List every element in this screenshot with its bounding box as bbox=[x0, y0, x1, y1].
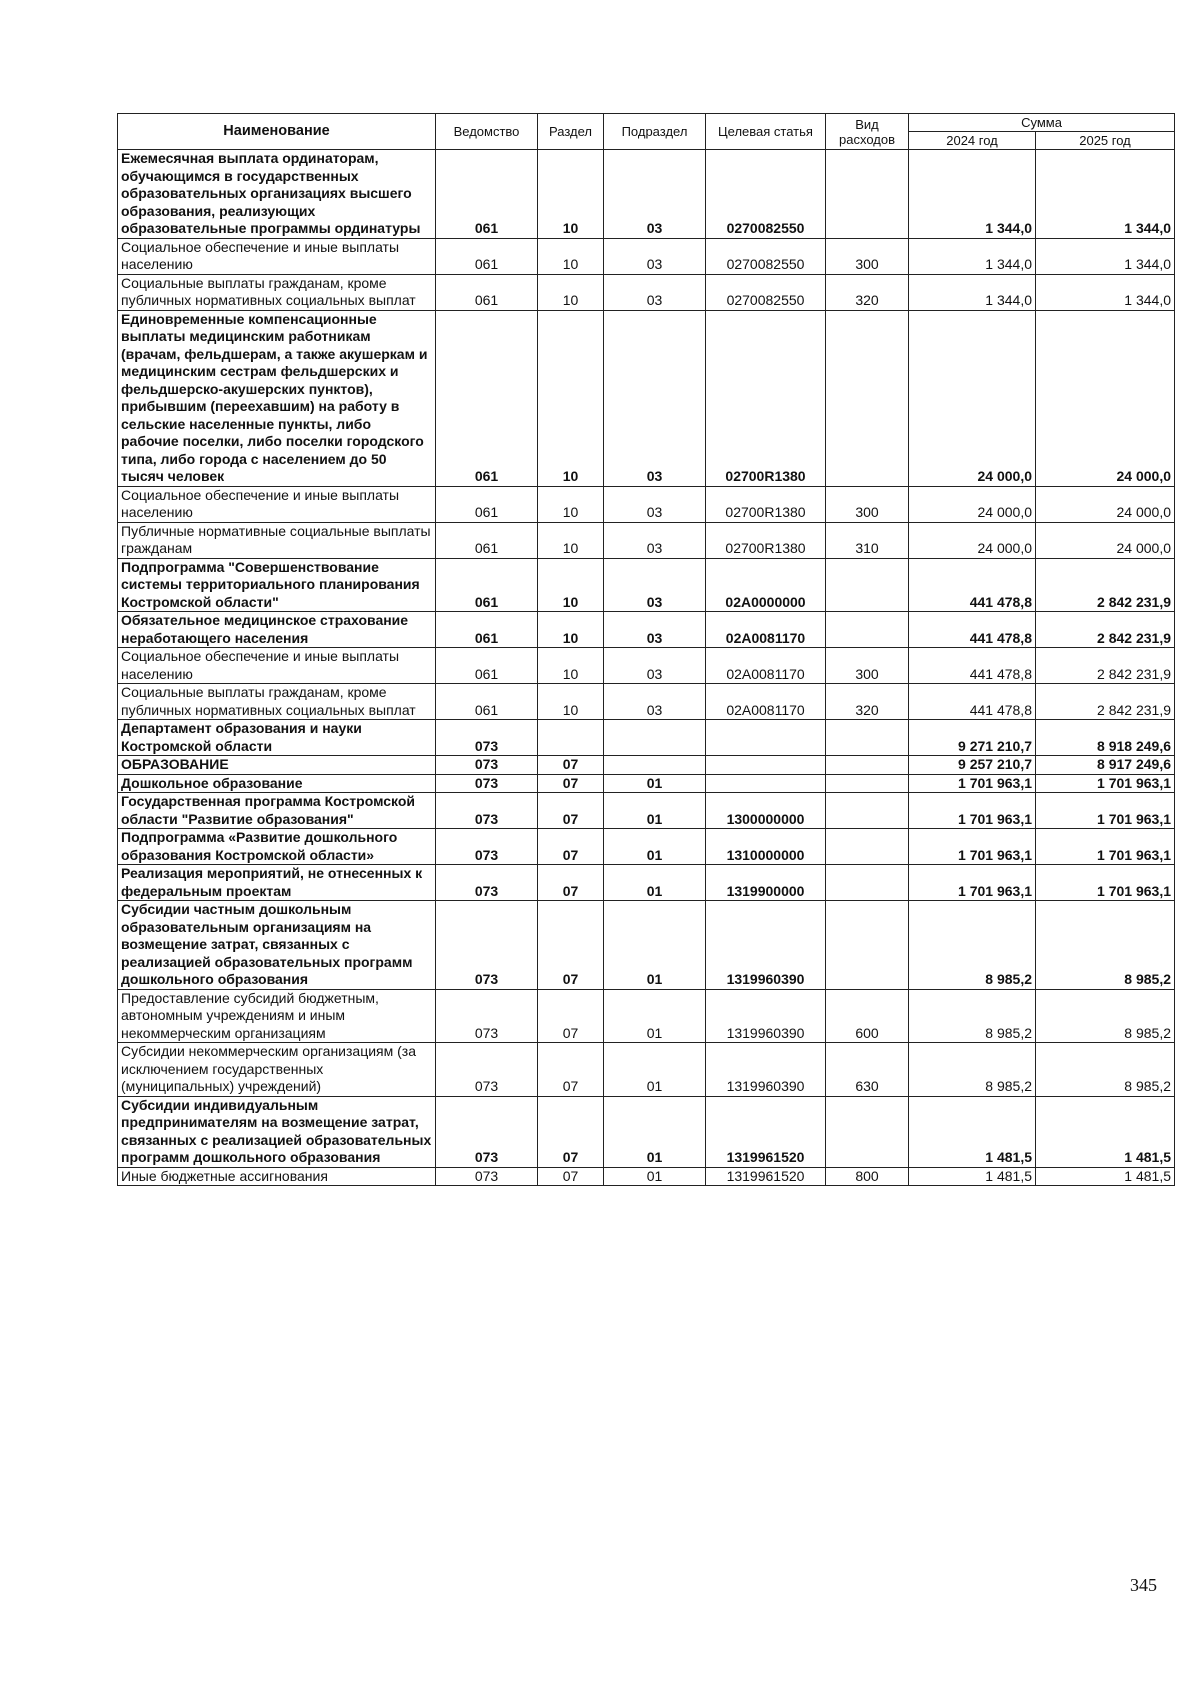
cell-podrazdel: 01 bbox=[604, 774, 706, 793]
header-2025: 2025 год bbox=[1036, 132, 1175, 150]
cell-target: 0270082550 bbox=[706, 238, 826, 274]
cell-name: Дошкольное образование bbox=[118, 774, 436, 793]
cell-vedomstvo: 073 bbox=[436, 720, 538, 756]
page-number: 345 bbox=[1130, 1575, 1157, 1595]
cell-2025: 1 701 963,1 bbox=[1036, 793, 1175, 829]
cell-name: Субсидии частным дошкольным образовательным организациям на возмещение затрат, связанных с реализацией образовательных программ дошкольного образования bbox=[118, 901, 436, 990]
cell-2024: 1 701 963,1 bbox=[909, 865, 1036, 901]
cell-2025: 24 000,0 bbox=[1036, 522, 1175, 558]
cell-2025: 24 000,0 bbox=[1036, 310, 1175, 486]
cell-vedomstvo: 073 bbox=[436, 829, 538, 865]
cell-target: 02А0081170 bbox=[706, 684, 826, 720]
cell-name: Единовременные компенсационные выплаты медицинским работникам (врачам, фельдшерам, а также акушеркам и медицинским сестрам фельдшерских и фельдшерско-акушерских пунктов), прибывшим (переехавшим) на работу в сельские населенные пункты, либо рабочие поселки, либо поселки городского типа, либо города с населением до 50 тысяч человек bbox=[118, 310, 436, 486]
cell-target bbox=[706, 774, 826, 793]
table-row bbox=[118, 310, 1175, 486]
cell-razdel: 10 bbox=[538, 274, 604, 310]
header-summa: Сумма bbox=[909, 114, 1175, 132]
cell-vid: 320 bbox=[826, 274, 909, 310]
cell-vid bbox=[826, 829, 909, 865]
cell-razdel: 07 bbox=[538, 793, 604, 829]
table-row bbox=[118, 720, 1175, 756]
cell-razdel: 07 bbox=[538, 865, 604, 901]
table-row bbox=[118, 989, 1175, 1043]
cell-2024: 8 985,2 bbox=[909, 901, 1036, 990]
cell-name: Иные бюджетные ассигнования bbox=[118, 1167, 436, 1186]
cell-razdel: 10 bbox=[538, 558, 604, 612]
cell-razdel: 10 bbox=[538, 310, 604, 486]
cell-podrazdel: 03 bbox=[604, 522, 706, 558]
cell-2025: 1 701 963,1 bbox=[1036, 774, 1175, 793]
cell-podrazdel: 01 bbox=[604, 829, 706, 865]
cell-2024: 441 478,8 bbox=[909, 684, 1036, 720]
cell-2025: 1 481,5 bbox=[1036, 1096, 1175, 1167]
cell-vedomstvo: 073 bbox=[436, 756, 538, 775]
cell-name: Подпрограмма «Развитие дошкольного образования Костромской области» bbox=[118, 829, 436, 865]
header-target: Целевая статья bbox=[706, 114, 826, 150]
cell-razdel: 07 bbox=[538, 1167, 604, 1186]
cell-razdel: 10 bbox=[538, 238, 604, 274]
header-podrazdel: Подраздел bbox=[604, 114, 706, 150]
cell-podrazdel: 03 bbox=[604, 150, 706, 239]
cell-2024: 1 344,0 bbox=[909, 238, 1036, 274]
cell-target: 02700R1380 bbox=[706, 310, 826, 486]
cell-target: 1319961520 bbox=[706, 1096, 826, 1167]
cell-vedomstvo: 061 bbox=[436, 612, 538, 648]
cell-2025: 1 344,0 bbox=[1036, 238, 1175, 274]
cell-target: 02А0000000 bbox=[706, 558, 826, 612]
cell-vid bbox=[826, 310, 909, 486]
cell-vid: 300 bbox=[826, 238, 909, 274]
cell-razdel: 10 bbox=[538, 522, 604, 558]
cell-target: 1310000000 bbox=[706, 829, 826, 865]
table-row bbox=[118, 684, 1175, 720]
cell-podrazdel: 03 bbox=[604, 684, 706, 720]
table-row bbox=[118, 756, 1175, 775]
cell-name: Субсидии индивидуальным предпринимателям на возмещение затрат, связанных с реализацией образовательных программ дошкольного образования bbox=[118, 1096, 436, 1167]
cell-vid: 320 bbox=[826, 684, 909, 720]
cell-2024: 1 701 963,1 bbox=[909, 793, 1036, 829]
cell-2025: 8 985,2 bbox=[1036, 1043, 1175, 1097]
cell-2025: 2 842 231,9 bbox=[1036, 612, 1175, 648]
cell-name: Предоставление субсидий бюджетным, автономным учреждениям и иным некоммерческим организациям bbox=[118, 989, 436, 1043]
cell-podrazdel: 01 bbox=[604, 793, 706, 829]
cell-vid bbox=[826, 774, 909, 793]
cell-2024: 1 701 963,1 bbox=[909, 774, 1036, 793]
budget-table bbox=[117, 113, 1175, 1186]
header-name: Наименование bbox=[118, 114, 436, 150]
cell-vid bbox=[826, 558, 909, 612]
cell-razdel: 10 bbox=[538, 684, 604, 720]
cell-podrazdel: 01 bbox=[604, 1167, 706, 1186]
cell-vid bbox=[826, 793, 909, 829]
cell-razdel: 10 bbox=[538, 612, 604, 648]
table-row bbox=[118, 865, 1175, 901]
cell-podrazdel: 03 bbox=[604, 310, 706, 486]
table-row bbox=[118, 238, 1175, 274]
cell-vid: 310 bbox=[826, 522, 909, 558]
cell-2024: 1 344,0 bbox=[909, 150, 1036, 239]
cell-vid: 800 bbox=[826, 1167, 909, 1186]
cell-vedomstvo: 061 bbox=[436, 486, 538, 522]
cell-vedomstvo: 073 bbox=[436, 774, 538, 793]
cell-name: Департамент образования и науки Костромской области bbox=[118, 720, 436, 756]
header-vid: Вид расходов bbox=[826, 114, 909, 150]
cell-target: 1319960390 bbox=[706, 1043, 826, 1097]
table-row bbox=[118, 1043, 1175, 1097]
cell-name: Ежемесячная выплата ординаторам, обучающимся в государственных образовательных организациях высшего образования, реализующих образовательные программы ординатуры bbox=[118, 150, 436, 239]
cell-razdel bbox=[538, 720, 604, 756]
cell-target: 02А0081170 bbox=[706, 648, 826, 684]
table-row bbox=[118, 1096, 1175, 1167]
cell-2024: 1 701 963,1 bbox=[909, 829, 1036, 865]
cell-2025: 1 701 963,1 bbox=[1036, 865, 1175, 901]
table-row bbox=[118, 793, 1175, 829]
cell-podrazdel bbox=[604, 720, 706, 756]
cell-name: Подпрограмма "Совершенствование системы территориального планирования Костромской области" bbox=[118, 558, 436, 612]
cell-target: 02700R1380 bbox=[706, 522, 826, 558]
cell-podrazdel: 03 bbox=[604, 274, 706, 310]
cell-podrazdel bbox=[604, 756, 706, 775]
cell-vedomstvo: 061 bbox=[436, 522, 538, 558]
cell-name: Обязательное медицинское страхование неработающего населения bbox=[118, 612, 436, 648]
cell-target: 1319960390 bbox=[706, 901, 826, 990]
cell-target: 02А0081170 bbox=[706, 612, 826, 648]
cell-2025: 1 701 963,1 bbox=[1036, 829, 1175, 865]
cell-vid: 600 bbox=[826, 989, 909, 1043]
cell-2024: 8 985,2 bbox=[909, 989, 1036, 1043]
cell-vedomstvo: 073 bbox=[436, 989, 538, 1043]
cell-podrazdel: 03 bbox=[604, 558, 706, 612]
cell-vid bbox=[826, 612, 909, 648]
table-row bbox=[118, 486, 1175, 522]
cell-2024: 441 478,8 bbox=[909, 558, 1036, 612]
cell-vedomstvo: 073 bbox=[436, 865, 538, 901]
header-2024: 2024 год bbox=[909, 132, 1036, 150]
cell-2025: 8 985,2 bbox=[1036, 901, 1175, 990]
header-vedomstvo: Ведомство bbox=[436, 114, 538, 150]
cell-vedomstvo: 061 bbox=[436, 558, 538, 612]
cell-vid: 300 bbox=[826, 648, 909, 684]
table-row bbox=[118, 150, 1175, 239]
cell-razdel: 10 bbox=[538, 150, 604, 239]
cell-name: ОБРАЗОВАНИЕ bbox=[118, 756, 436, 775]
cell-2025: 8 917 249,6 bbox=[1036, 756, 1175, 775]
cell-target: 1300000000 bbox=[706, 793, 826, 829]
cell-2025: 1 481,5 bbox=[1036, 1167, 1175, 1186]
cell-vedomstvo: 061 bbox=[436, 648, 538, 684]
cell-2025: 2 842 231,9 bbox=[1036, 558, 1175, 612]
cell-podrazdel: 01 bbox=[604, 901, 706, 990]
table-row bbox=[118, 274, 1175, 310]
cell-razdel: 07 bbox=[538, 774, 604, 793]
cell-vedomstvo: 061 bbox=[436, 684, 538, 720]
cell-podrazdel: 01 bbox=[604, 1043, 706, 1097]
cell-2024: 1 481,5 bbox=[909, 1167, 1036, 1186]
cell-podrazdel: 03 bbox=[604, 238, 706, 274]
cell-vid bbox=[826, 150, 909, 239]
cell-vid bbox=[826, 865, 909, 901]
cell-2025: 1 344,0 bbox=[1036, 150, 1175, 239]
cell-2025: 8 985,2 bbox=[1036, 989, 1175, 1043]
cell-podrazdel: 03 bbox=[604, 486, 706, 522]
cell-2024: 441 478,8 bbox=[909, 612, 1036, 648]
cell-vid: 300 bbox=[826, 486, 909, 522]
cell-vid bbox=[826, 1096, 909, 1167]
table-row bbox=[118, 612, 1175, 648]
table-row bbox=[118, 648, 1175, 684]
cell-vedomstvo: 073 bbox=[436, 1043, 538, 1097]
cell-2024: 24 000,0 bbox=[909, 486, 1036, 522]
cell-vid bbox=[826, 756, 909, 775]
cell-2024: 9 271 210,7 bbox=[909, 720, 1036, 756]
header-razdel: Раздел bbox=[538, 114, 604, 150]
table-row bbox=[118, 829, 1175, 865]
table-row bbox=[118, 558, 1175, 612]
table-row bbox=[118, 901, 1175, 990]
cell-2024: 9 257 210,7 bbox=[909, 756, 1036, 775]
cell-razdel: 07 bbox=[538, 1043, 604, 1097]
cell-target bbox=[706, 720, 826, 756]
cell-2024: 1 481,5 bbox=[909, 1096, 1036, 1167]
table-body bbox=[118, 150, 1175, 1186]
cell-vedomstvo: 073 bbox=[436, 901, 538, 990]
cell-target: 1319961520 bbox=[706, 1167, 826, 1186]
cell-2024: 24 000,0 bbox=[909, 310, 1036, 486]
cell-vedomstvo: 061 bbox=[436, 150, 538, 239]
cell-target: 02700R1380 bbox=[706, 486, 826, 522]
cell-podrazdel: 01 bbox=[604, 865, 706, 901]
table-row bbox=[118, 522, 1175, 558]
cell-name: Публичные нормативные социальные выплаты гражданам bbox=[118, 522, 436, 558]
cell-vedomstvo: 061 bbox=[436, 310, 538, 486]
table-row bbox=[118, 1167, 1175, 1186]
cell-razdel: 07 bbox=[538, 901, 604, 990]
cell-2025: 24 000,0 bbox=[1036, 486, 1175, 522]
cell-2024: 1 344,0 bbox=[909, 274, 1036, 310]
cell-name: Социальное обеспечение и иные выплаты населению bbox=[118, 648, 436, 684]
cell-razdel: 07 bbox=[538, 756, 604, 775]
cell-target: 1319900000 bbox=[706, 865, 826, 901]
cell-target: 1319960390 bbox=[706, 989, 826, 1043]
cell-vedomstvo: 061 bbox=[436, 274, 538, 310]
table-row bbox=[118, 774, 1175, 793]
cell-name: Субсидии некоммерческим организациям (за исключением государственных (муниципальных) учреждений) bbox=[118, 1043, 436, 1097]
cell-razdel: 07 bbox=[538, 1096, 604, 1167]
cell-name: Социальное обеспечение и иные выплаты населению bbox=[118, 486, 436, 522]
cell-razdel: 10 bbox=[538, 486, 604, 522]
cell-2025: 2 842 231,9 bbox=[1036, 684, 1175, 720]
cell-podrazdel: 01 bbox=[604, 989, 706, 1043]
cell-razdel: 07 bbox=[538, 829, 604, 865]
cell-vedomstvo: 073 bbox=[436, 1096, 538, 1167]
cell-razdel: 07 bbox=[538, 989, 604, 1043]
cell-target: 0270082550 bbox=[706, 150, 826, 239]
cell-name: Социальные выплаты гражданам, кроме публичных нормативных социальных выплат bbox=[118, 684, 436, 720]
cell-razdel: 10 bbox=[538, 648, 604, 684]
cell-podrazdel: 03 bbox=[604, 612, 706, 648]
cell-name: Государственная программа Костромской области "Развитие образования" bbox=[118, 793, 436, 829]
cell-vid: 630 bbox=[826, 1043, 909, 1097]
cell-2024: 24 000,0 bbox=[909, 522, 1036, 558]
cell-name: Социальное обеспечение и иные выплаты населению bbox=[118, 238, 436, 274]
cell-2024: 8 985,2 bbox=[909, 1043, 1036, 1097]
cell-2024: 441 478,8 bbox=[909, 648, 1036, 684]
cell-podrazdel: 01 bbox=[604, 1096, 706, 1167]
cell-podrazdel: 03 bbox=[604, 648, 706, 684]
cell-vid bbox=[826, 720, 909, 756]
cell-vedomstvo: 073 bbox=[436, 793, 538, 829]
cell-2025: 1 344,0 bbox=[1036, 274, 1175, 310]
cell-vedomstvo: 073 bbox=[436, 1167, 538, 1186]
cell-target bbox=[706, 756, 826, 775]
cell-name: Социальные выплаты гражданам, кроме публичных нормативных социальных выплат bbox=[118, 274, 436, 310]
cell-2025: 2 842 231,9 bbox=[1036, 648, 1175, 684]
cell-target: 0270082550 bbox=[706, 274, 826, 310]
cell-2025: 8 918 249,6 bbox=[1036, 720, 1175, 756]
cell-name: Реализация мероприятий, не отнесенных к федеральным проектам bbox=[118, 865, 436, 901]
cell-vedomstvo: 061 bbox=[436, 238, 538, 274]
cell-vid bbox=[826, 901, 909, 990]
